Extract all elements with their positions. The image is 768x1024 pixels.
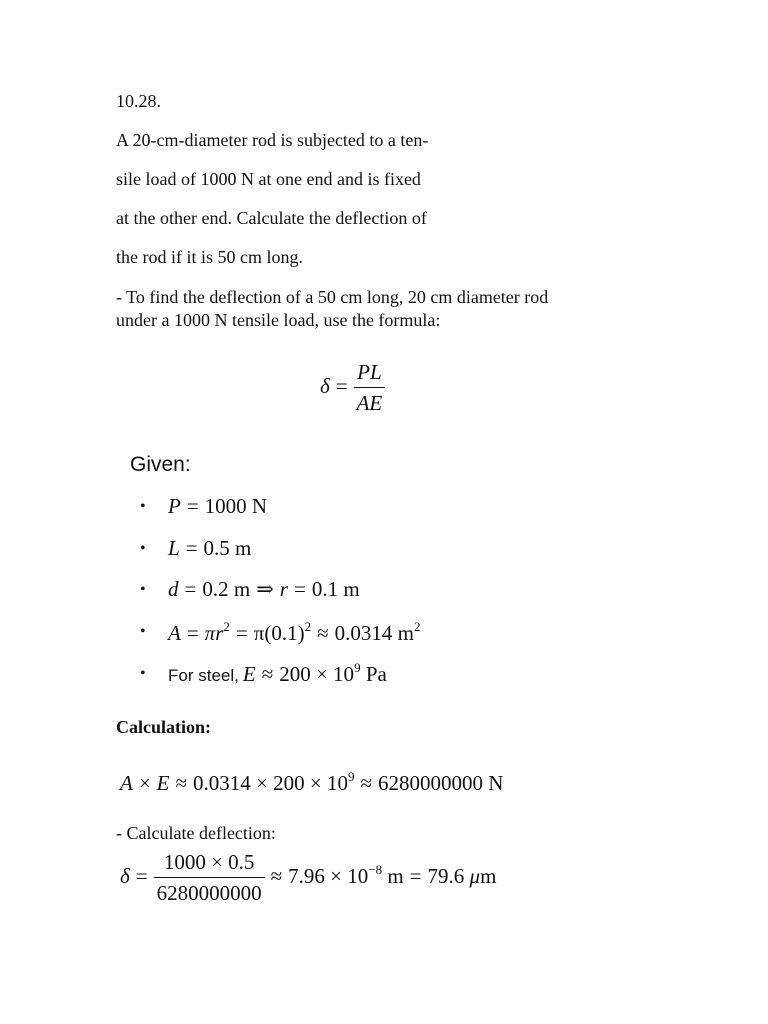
bullet-icon: •	[140, 540, 146, 557]
formula-fraction	[354, 360, 386, 416]
formula-equals: =	[335, 373, 348, 398]
problem-line-3: at the other end. Calculate the deflection of	[116, 208, 427, 228]
problem-number: 10.28.	[116, 91, 161, 111]
problem-line-4: the rod if it is 50 cm long.	[116, 247, 303, 267]
given-p: P = 1000 N	[168, 494, 268, 518]
ae-product: $A \times E \approx 0.0314 \times 200 \times 10^9 \approx 6280000000$ N	[120, 769, 504, 795]
problem-line-1: A 20-cm-diameter rod is subjected to a ten-	[116, 130, 429, 150]
delta-numerator: 1000 × 0.5	[154, 850, 265, 878]
given-d: d = 0.2 m ⇒ r = 0.1 m	[168, 577, 360, 601]
delta-denominator: 6280000000	[156, 881, 262, 905]
given-l: L = 0.5 m	[168, 536, 252, 560]
intro-line-1: - To find the deflection of a 50 cm long, 20 cm diameter rod	[116, 287, 549, 307]
problem-line-2: sile load of 1000 N at one end and is fixed	[116, 169, 421, 189]
formula-delta: δ	[320, 373, 330, 398]
given-a: $A = \pi r^2 = \pi(0.1)^2 \approx 0.0314$ $m^2$	[168, 619, 421, 645]
formula-numerator: PL	[354, 360, 386, 388]
deflection-formula	[320, 360, 385, 416]
deflection-result: δ = $\frac{1000 \times 0.5}{6280000000}$ ≈ $7.96 \times 10^{-8}$ m = 79.6 μm	[120, 850, 497, 905]
deflection-label: - Calculate deflection:	[116, 823, 276, 843]
bullet-icon: •	[140, 581, 146, 598]
formula-denominator: AE	[356, 391, 383, 415]
bullet-icon: •	[140, 623, 146, 640]
intro-line-2: under a 1000 N tensile load, use the formula:	[116, 310, 441, 330]
given-e: For steel, $E \approx 200 \times 10^9$ Pa	[168, 660, 387, 686]
bullet-icon: •	[140, 498, 146, 515]
given-title: Given:	[130, 453, 191, 476]
calculation-heading: Calculation:	[116, 717, 212, 737]
bullet-icon: •	[140, 665, 146, 682]
